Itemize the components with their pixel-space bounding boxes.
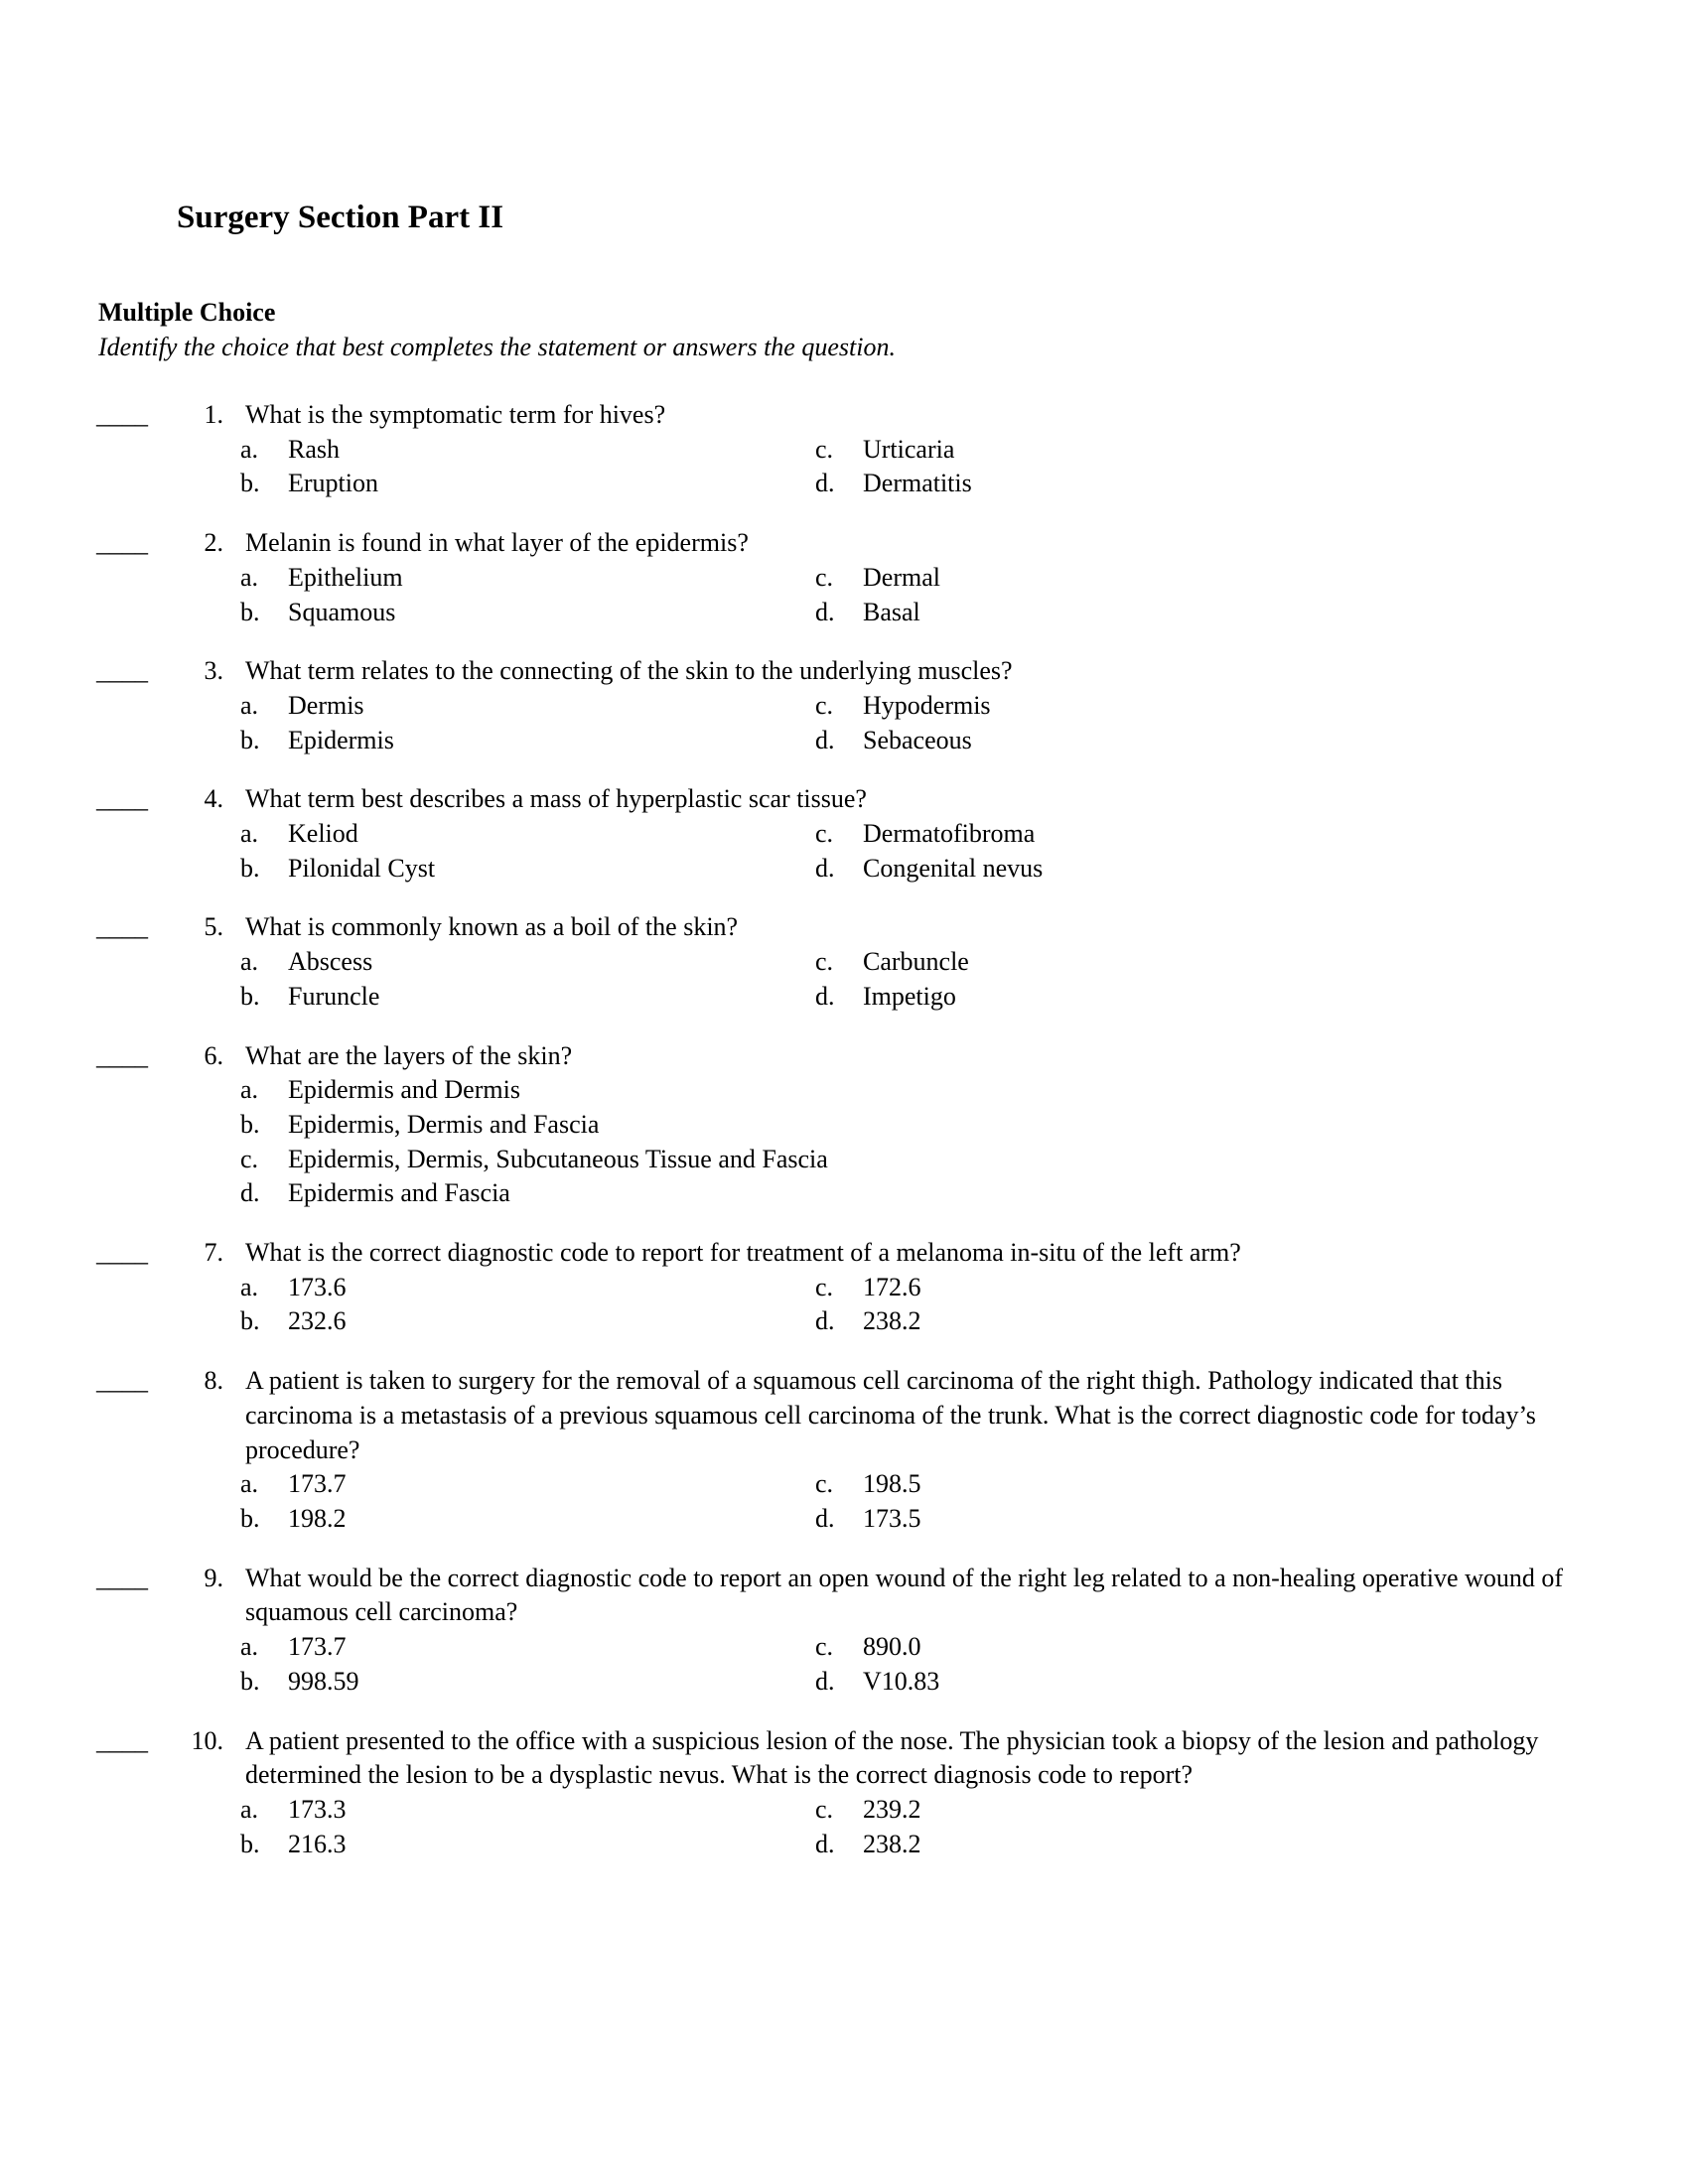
option-text: 173.6 <box>288 1272 347 1301</box>
option-text: Epidermis, Dermis and Fascia <box>288 1109 600 1139</box>
question-item <box>0 1724 1688 1862</box>
answer-blank[interactable]: ____ <box>96 656 148 686</box>
answer-option[interactable] <box>815 1304 1411 1339</box>
option-letter: c. <box>815 947 834 977</box>
option-letter: b. <box>240 853 260 883</box>
options-list <box>240 945 1412 1014</box>
options-list <box>240 1073 1412 1211</box>
option-text: Dermis <box>288 690 364 720</box>
answer-option[interactable] <box>240 852 815 887</box>
answer-option[interactable] <box>240 980 815 1015</box>
page-title: Surgery Section Part II <box>177 200 504 235</box>
question-item <box>0 654 1688 757</box>
question-number: 9. <box>204 1563 223 1592</box>
question-item <box>0 1039 1688 1212</box>
option-text: 198.2 <box>288 1503 347 1533</box>
answer-blank[interactable]: ____ <box>96 1366 148 1396</box>
option-letter: d. <box>815 469 835 498</box>
option-letter: a. <box>240 947 259 977</box>
answer-blank[interactable]: ____ <box>96 784 148 814</box>
option-letter: b. <box>240 1306 260 1336</box>
answer-option[interactable] <box>240 1502 815 1537</box>
answer-option[interactable] <box>815 1828 1411 1862</box>
option-letter: b. <box>240 1666 260 1696</box>
option-text: 890.0 <box>863 1632 921 1662</box>
option-text: Epidermis <box>288 725 394 754</box>
option-text: Basal <box>863 597 920 626</box>
answer-option[interactable] <box>240 561 815 596</box>
option-letter: b. <box>240 469 260 498</box>
option-letter: c. <box>815 562 834 592</box>
question-number: 1. <box>204 400 223 429</box>
option-letter: b. <box>240 1503 260 1533</box>
answer-option[interactable] <box>240 1073 1412 1108</box>
option-text: Furuncle <box>288 981 380 1011</box>
options-list <box>240 817 1412 886</box>
option-letter: d. <box>815 853 835 883</box>
option-letter: b. <box>240 981 260 1011</box>
question-item <box>0 910 1688 1014</box>
question-item <box>0 398 1688 501</box>
option-text: Eruption <box>288 469 378 498</box>
option-text: 173.7 <box>288 1469 347 1499</box>
option-text: 216.3 <box>288 1829 347 1858</box>
option-letter: c. <box>815 1794 834 1824</box>
option-letter: c. <box>815 690 834 720</box>
option-text: 232.6 <box>288 1306 347 1336</box>
options-list <box>240 689 1412 757</box>
question-list <box>0 398 1688 1886</box>
option-letter: d. <box>815 597 835 626</box>
option-letter: d. <box>815 981 835 1011</box>
question-text: What is commonly known as a boil of the skin? <box>245 912 739 942</box>
option-text: Sebaceous <box>863 725 972 754</box>
question-number: 4. <box>204 784 223 814</box>
question-text: A patient is taken to surgery for the removal of a squamous cell carcinoma of the right thigh. Pathology indicated that this carcinoma is a metastasis of a previous squamous cell carcinoma of the trunk. What is the correct diagnostic code for today’s procedure? <box>245 1366 1536 1464</box>
option-text: Rash <box>288 434 340 464</box>
question-item <box>0 526 1688 629</box>
question-text: What is the symptomatic term for hives? <box>245 400 666 429</box>
answer-blank[interactable]: ____ <box>96 528 148 558</box>
answer-option[interactable] <box>240 1271 815 1305</box>
answer-option[interactable] <box>815 817 1411 852</box>
option-letter: a. <box>240 1075 259 1105</box>
instructions: Identify the choice that best completes the statement or answers the question. <box>98 333 896 361</box>
question-text: What is the correct diagnostic code to report for treatment of a melanoma in-situ of the left arm? <box>245 1238 1241 1268</box>
question-text: What would be the correct diagnostic code to report an open wound of the right leg related to a non-healing operative wound of squamous cell carcinoma? <box>245 1563 1564 1627</box>
option-letter: c. <box>815 1272 834 1301</box>
answer-option[interactable] <box>240 1467 815 1502</box>
answer-option[interactable] <box>240 817 815 852</box>
answer-blank[interactable]: ____ <box>96 1040 148 1070</box>
option-text: Keliod <box>288 819 358 849</box>
answer-option[interactable] <box>815 945 1411 980</box>
answer-option[interactable] <box>240 1793 815 1828</box>
option-letter: d. <box>815 1666 835 1696</box>
option-text: Epidermis, Dermis, Subcutaneous Tissue and Fascia <box>288 1144 828 1173</box>
options-list <box>240 561 1412 629</box>
options-list <box>240 433 1412 501</box>
question-text: What term relates to the connecting of the skin to the underlying muscles? <box>245 656 1013 686</box>
option-text: 173.5 <box>863 1503 921 1533</box>
option-text: Epidermis and Dermis <box>288 1075 520 1105</box>
answer-option[interactable] <box>240 1630 815 1665</box>
question-item <box>0 782 1688 886</box>
question-text: What are the layers of the skin? <box>245 1040 573 1070</box>
answer-blank[interactable]: ____ <box>96 912 148 942</box>
question-text: Melanin is found in what layer of the epidermis? <box>245 528 749 558</box>
option-letter: b. <box>240 1109 260 1139</box>
option-text: 198.5 <box>863 1469 921 1499</box>
question-number: 5. <box>204 912 223 942</box>
answer-option[interactable] <box>815 689 1411 724</box>
answer-option[interactable] <box>815 1271 1411 1305</box>
question-number: 3. <box>204 656 223 686</box>
option-text: Epithelium <box>288 562 403 592</box>
answer-option[interactable] <box>815 467 1411 501</box>
question-number: 6. <box>204 1040 223 1070</box>
option-text: Impetigo <box>863 981 956 1011</box>
answer-option[interactable] <box>240 433 815 468</box>
option-text: 238.2 <box>863 1829 921 1858</box>
question-number: 8. <box>204 1366 223 1396</box>
answer-option[interactable] <box>240 1176 1412 1211</box>
option-text: Dermal <box>863 562 940 592</box>
option-letter: a. <box>240 562 259 592</box>
answer-option[interactable] <box>815 1502 1411 1537</box>
answer-blank[interactable]: ____ <box>96 1563 148 1592</box>
option-text: Congenital nevus <box>863 853 1044 883</box>
option-letter: b. <box>240 1829 260 1858</box>
question-number: 2. <box>204 528 223 558</box>
answer-option[interactable] <box>815 1793 1411 1828</box>
options-list <box>240 1271 1412 1339</box>
answer-option[interactable] <box>240 467 815 501</box>
answer-option[interactable] <box>240 1665 815 1700</box>
option-letter: a. <box>240 690 259 720</box>
answer-option[interactable] <box>240 1143 1412 1177</box>
option-text: Pilonidal Cyst <box>288 853 436 883</box>
question-text: What term best describes a mass of hyperplastic scar tissue? <box>245 784 867 814</box>
option-letter: c. <box>815 1632 834 1662</box>
option-text: V10.83 <box>863 1666 940 1696</box>
answer-option[interactable] <box>815 980 1411 1015</box>
answer-option[interactable] <box>240 724 815 758</box>
question-number: 7. <box>204 1238 223 1268</box>
question-number: 10. <box>191 1725 223 1755</box>
answer-option[interactable] <box>240 689 815 724</box>
answer-option[interactable] <box>815 433 1411 468</box>
option-letter: d. <box>815 1503 835 1533</box>
option-letter: a. <box>240 434 259 464</box>
option-text: 998.59 <box>288 1666 359 1696</box>
section-heading: Multiple Choice <box>98 298 276 327</box>
question-text: A patient presented to the office with a suspicious lesion of the nose. The physician took a biopsy of the lesion and pathology determined the lesion to be a dysplastic nevus. What is the correct diagnosis code to report? <box>245 1725 1539 1790</box>
options-list <box>240 1630 1412 1699</box>
option-letter: a. <box>240 1272 259 1301</box>
option-text: Abscess <box>288 947 373 977</box>
option-text: Squamous <box>288 597 396 626</box>
option-letter: d. <box>240 1178 260 1208</box>
question-item <box>0 1364 1688 1537</box>
option-text: 239.2 <box>863 1794 921 1824</box>
option-text: Epidermis and Fascia <box>288 1178 510 1208</box>
answer-option[interactable] <box>815 1630 1411 1665</box>
option-letter: d. <box>815 1306 835 1336</box>
answer-option[interactable] <box>815 724 1411 758</box>
option-text: 172.6 <box>863 1272 921 1301</box>
option-letter: a. <box>240 819 259 849</box>
answer-option[interactable] <box>240 1108 1412 1143</box>
answer-blank[interactable]: ____ <box>96 1238 148 1268</box>
option-letter: c. <box>240 1144 259 1173</box>
option-letter: a. <box>240 1794 259 1824</box>
answer-option[interactable] <box>815 852 1411 887</box>
option-letter: d. <box>815 725 835 754</box>
option-letter: a. <box>240 1632 259 1662</box>
answer-blank[interactable]: ____ <box>96 400 148 429</box>
option-text: Urticaria <box>863 434 955 464</box>
answer-option[interactable] <box>240 1304 815 1339</box>
option-letter: c. <box>815 1469 834 1499</box>
option-letter: c. <box>815 434 834 464</box>
answer-option[interactable] <box>815 1467 1411 1502</box>
option-letter: b. <box>240 597 260 626</box>
answer-option[interactable] <box>815 561 1411 596</box>
answer-blank[interactable]: ____ <box>96 1725 148 1755</box>
answer-option[interactable] <box>815 596 1411 630</box>
question-item <box>0 1562 1688 1700</box>
option-letter: d. <box>815 1829 835 1858</box>
option-letter: b. <box>240 725 260 754</box>
option-text: Hypodermis <box>863 690 991 720</box>
option-text: 173.7 <box>288 1632 347 1662</box>
question-item <box>0 1236 1688 1339</box>
option-text: Carbuncle <box>863 947 969 977</box>
option-letter: a. <box>240 1469 259 1499</box>
answer-option[interactable] <box>240 596 815 630</box>
option-text: Dermatitis <box>863 469 972 498</box>
options-list <box>240 1467 1412 1536</box>
answer-option[interactable] <box>240 1828 815 1862</box>
options-list <box>240 1793 1412 1861</box>
option-text: Dermatofibroma <box>863 819 1036 849</box>
answer-option[interactable] <box>240 945 815 980</box>
option-text: 173.3 <box>288 1794 347 1824</box>
answer-option[interactable] <box>815 1665 1411 1700</box>
option-letter: c. <box>815 819 834 849</box>
option-text: 238.2 <box>863 1306 921 1336</box>
